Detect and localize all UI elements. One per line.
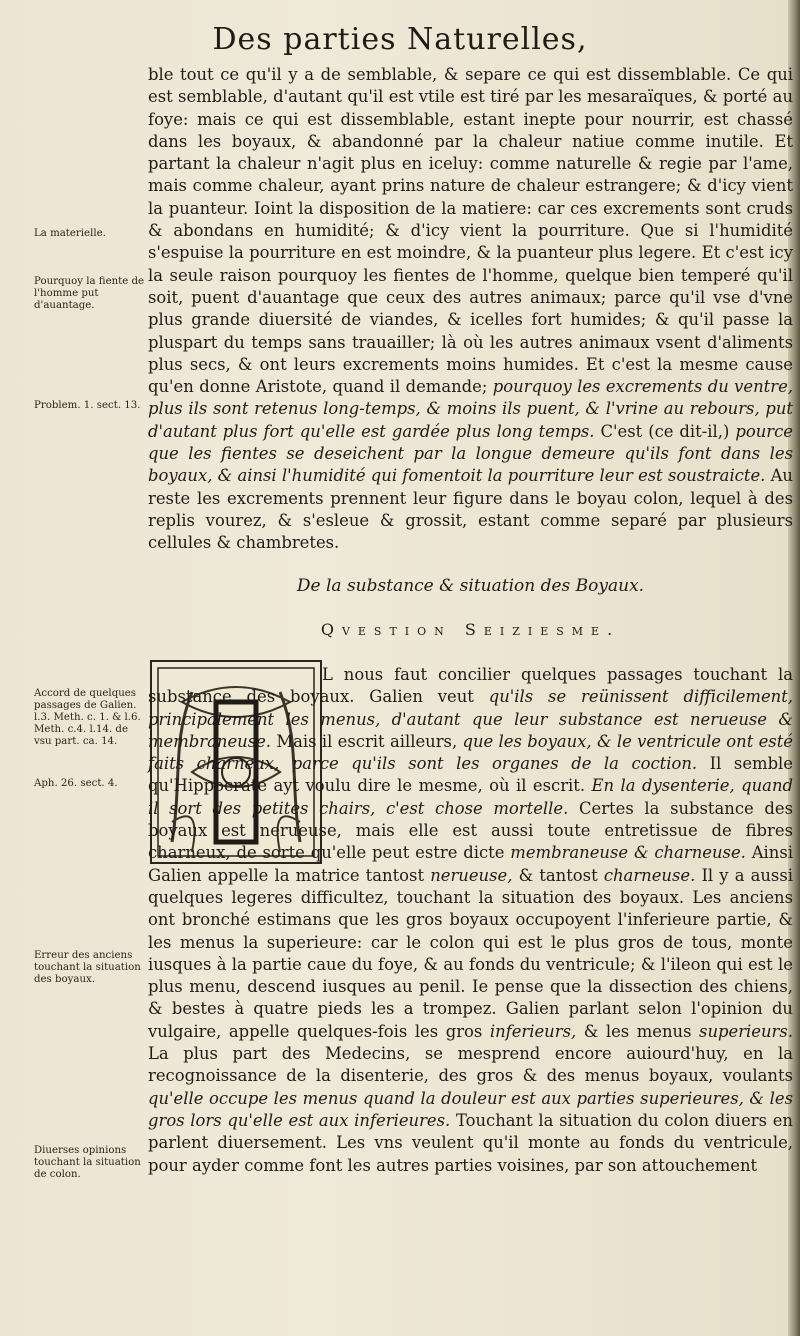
margin-note: La materielle. <box>34 228 106 239</box>
quotation: que les boyaux, & le ventricule ont esté faits charneux, parce qu'ils sont les organes de la coction. <box>148 731 794 774</box>
quotation: charneuse. <box>603 865 702 885</box>
text-run: Mais il escrit ailleurs, <box>276 731 463 751</box>
text-run: C'est (ce dit-il,) <box>600 421 736 441</box>
margin-note: Accord de quelques passages de Galien. l.3. Meth. c. 1. & l.6. Meth. c.4. l.14. de vsu part. ca. 14. <box>34 688 141 747</box>
margin-note: Diuerses opinions touchant la situation de colon. <box>34 1145 141 1180</box>
quotation: En la dysenterie, quand il sort des petites chairs, c'est chose mortelle. <box>148 776 793 818</box>
chapter-title: Qvestion Seiziesme. <box>320 620 621 639</box>
text-run: Il y a aussi quelques legeres difficultez, touchant la situation des boyaux. Les anciens ont bronché estimans que les gros boyaux occupoyent l'inferieure partie, & les menus la superieure: car le colon qui est le plus gros de tous, monte iusques à la partie caue du foye, & au fonds du ventricule; & l'ileon qui est le plus menu, descend iusques au penil. Ie pense que la dissection des chiens, & bestes à quatre pieds les a trompez. Galien parlant selon l'opinion du vulgaire, appelle quelques-fois les gros <box>148 865 793 1041</box>
margin-note: Aph. 26. sect. 4. <box>34 778 118 789</box>
text-run: La plus part des Medecins, se mesprend encore auiourd'huy, en la recognoissance de la disenterie, des gros & des menus boyaux, voulants <box>148 1044 793 1086</box>
text-run: Touchant la situation du colon diuers en parlent diuersement. Les vns veulent qu'il monte au fonds du ventricule, pour ayder comme font les autres parties voisines, par son attouchement <box>148 1110 793 1175</box>
running-head: Des parties Naturelles, <box>212 22 588 57</box>
margin-note: Pourquoy la fiente de l'homme put d'auantage. <box>34 276 145 311</box>
quotation: nerueuse, <box>430 865 519 885</box>
body-paragraph <box>148 64 793 555</box>
section-title: De la substance & situation des Boyaux. <box>296 576 645 596</box>
margin-note: Erreur des anciens touchant la situation des boyaux. <box>34 950 141 985</box>
quotation: membraneuse & charneuse. <box>510 843 752 863</box>
quotation: qu'ils se reünissent difficilement, principalement les menus, d'autant que leur substance est nerueuse & membraneuse. <box>148 687 794 751</box>
text-run: Au reste les excrements prennent leur figure dans le boyau colon, lequel à des replis vourez, & s'esleue & grossit, estant comme separé par plusieurs cellules & chambretes. <box>148 466 793 553</box>
quotation: pource que les fientes se deseichent par la longue demeure qu'ils font dans les boyaux, & ainsi l'humidité qui fomentoit la pourriture leur est soustraicte. <box>148 421 793 486</box>
quotation: qu'elle occupe les menus quand la douleur est aux parties superieures, & les gros lors qu'elle est aux inferieures. <box>148 1088 793 1130</box>
text-run: ble tout ce qu'il y a de semblable, & separe ce qui est dissemblable. Ce qui est semblable, d'autant qu'il est vtile est tiré par les mesaraïques, & porté au foye: mais ce qui est dissemblable, estant inepte pour nourrir, est chassé dans les boyaux, & abandonné par la chaleur natiue comme inutile. Et partant la chaleur n'agit plus en iceluy: comme naturelle & regie par l'ame, mais comme chaleur, ayant prins nature de chaleur estrangere; & d'icy vient la puanteur. Ioint la disposition de la matiere: car ces excrements sont cruds & abondans en humidité; & d'icy vient la pourriture. Que si l'humidité s'espuise la pourriture en est moindre, & la puanteur plus legere. Et c'est icy la seule raison pourquoy les fientes de l'homme, quelque bien temperé qu'il soit, puent d'auantage que ceux des autres animaux; parce qu'il vse d'vne plus grande diuersité de viandes, & icelles fort humides; & qu'il passe la pluspart du temps sans trauailler; là où les autres animaux vsent d'aliments plus secs, & ont leurs excrements moins humides. Et c'est la mesme cause qu'en donne Aristote, quand il demande; <box>148 65 793 397</box>
quotation: inferieurs, <box>489 1021 584 1041</box>
text-run: & tantost <box>518 865 604 885</box>
quotation: superieurs. <box>699 1021 793 1041</box>
text-run: Il semble qu'Hippocrate ayt voulu dire le mesme, où il escrit. <box>148 754 794 796</box>
body-paragraph <box>148 664 793 1177</box>
margin-note: Problem. 1. sect. 13. <box>34 400 141 411</box>
text-run: & les menus <box>583 1021 700 1041</box>
quotation: pourquoy les excrements du ventre, plus ils sont retenus long-temps, & moins ils puent, & l'vrine au rebours, put d'autant plus fort qu'elle est gardée plus long temps. <box>148 377 793 441</box>
text-run: Certes la substance des boyaux est nerueuse, mais elle est aussi toute entretissue de fibres charneux, de sorte qu'elle peut estre dicte <box>148 798 793 863</box>
text-run: L nous faut concilier quelques passages touchant la substance des boyaux. Galien veut <box>148 665 793 707</box>
text-run: Ainsi Galien appelle la matrice tantost <box>148 843 793 885</box>
